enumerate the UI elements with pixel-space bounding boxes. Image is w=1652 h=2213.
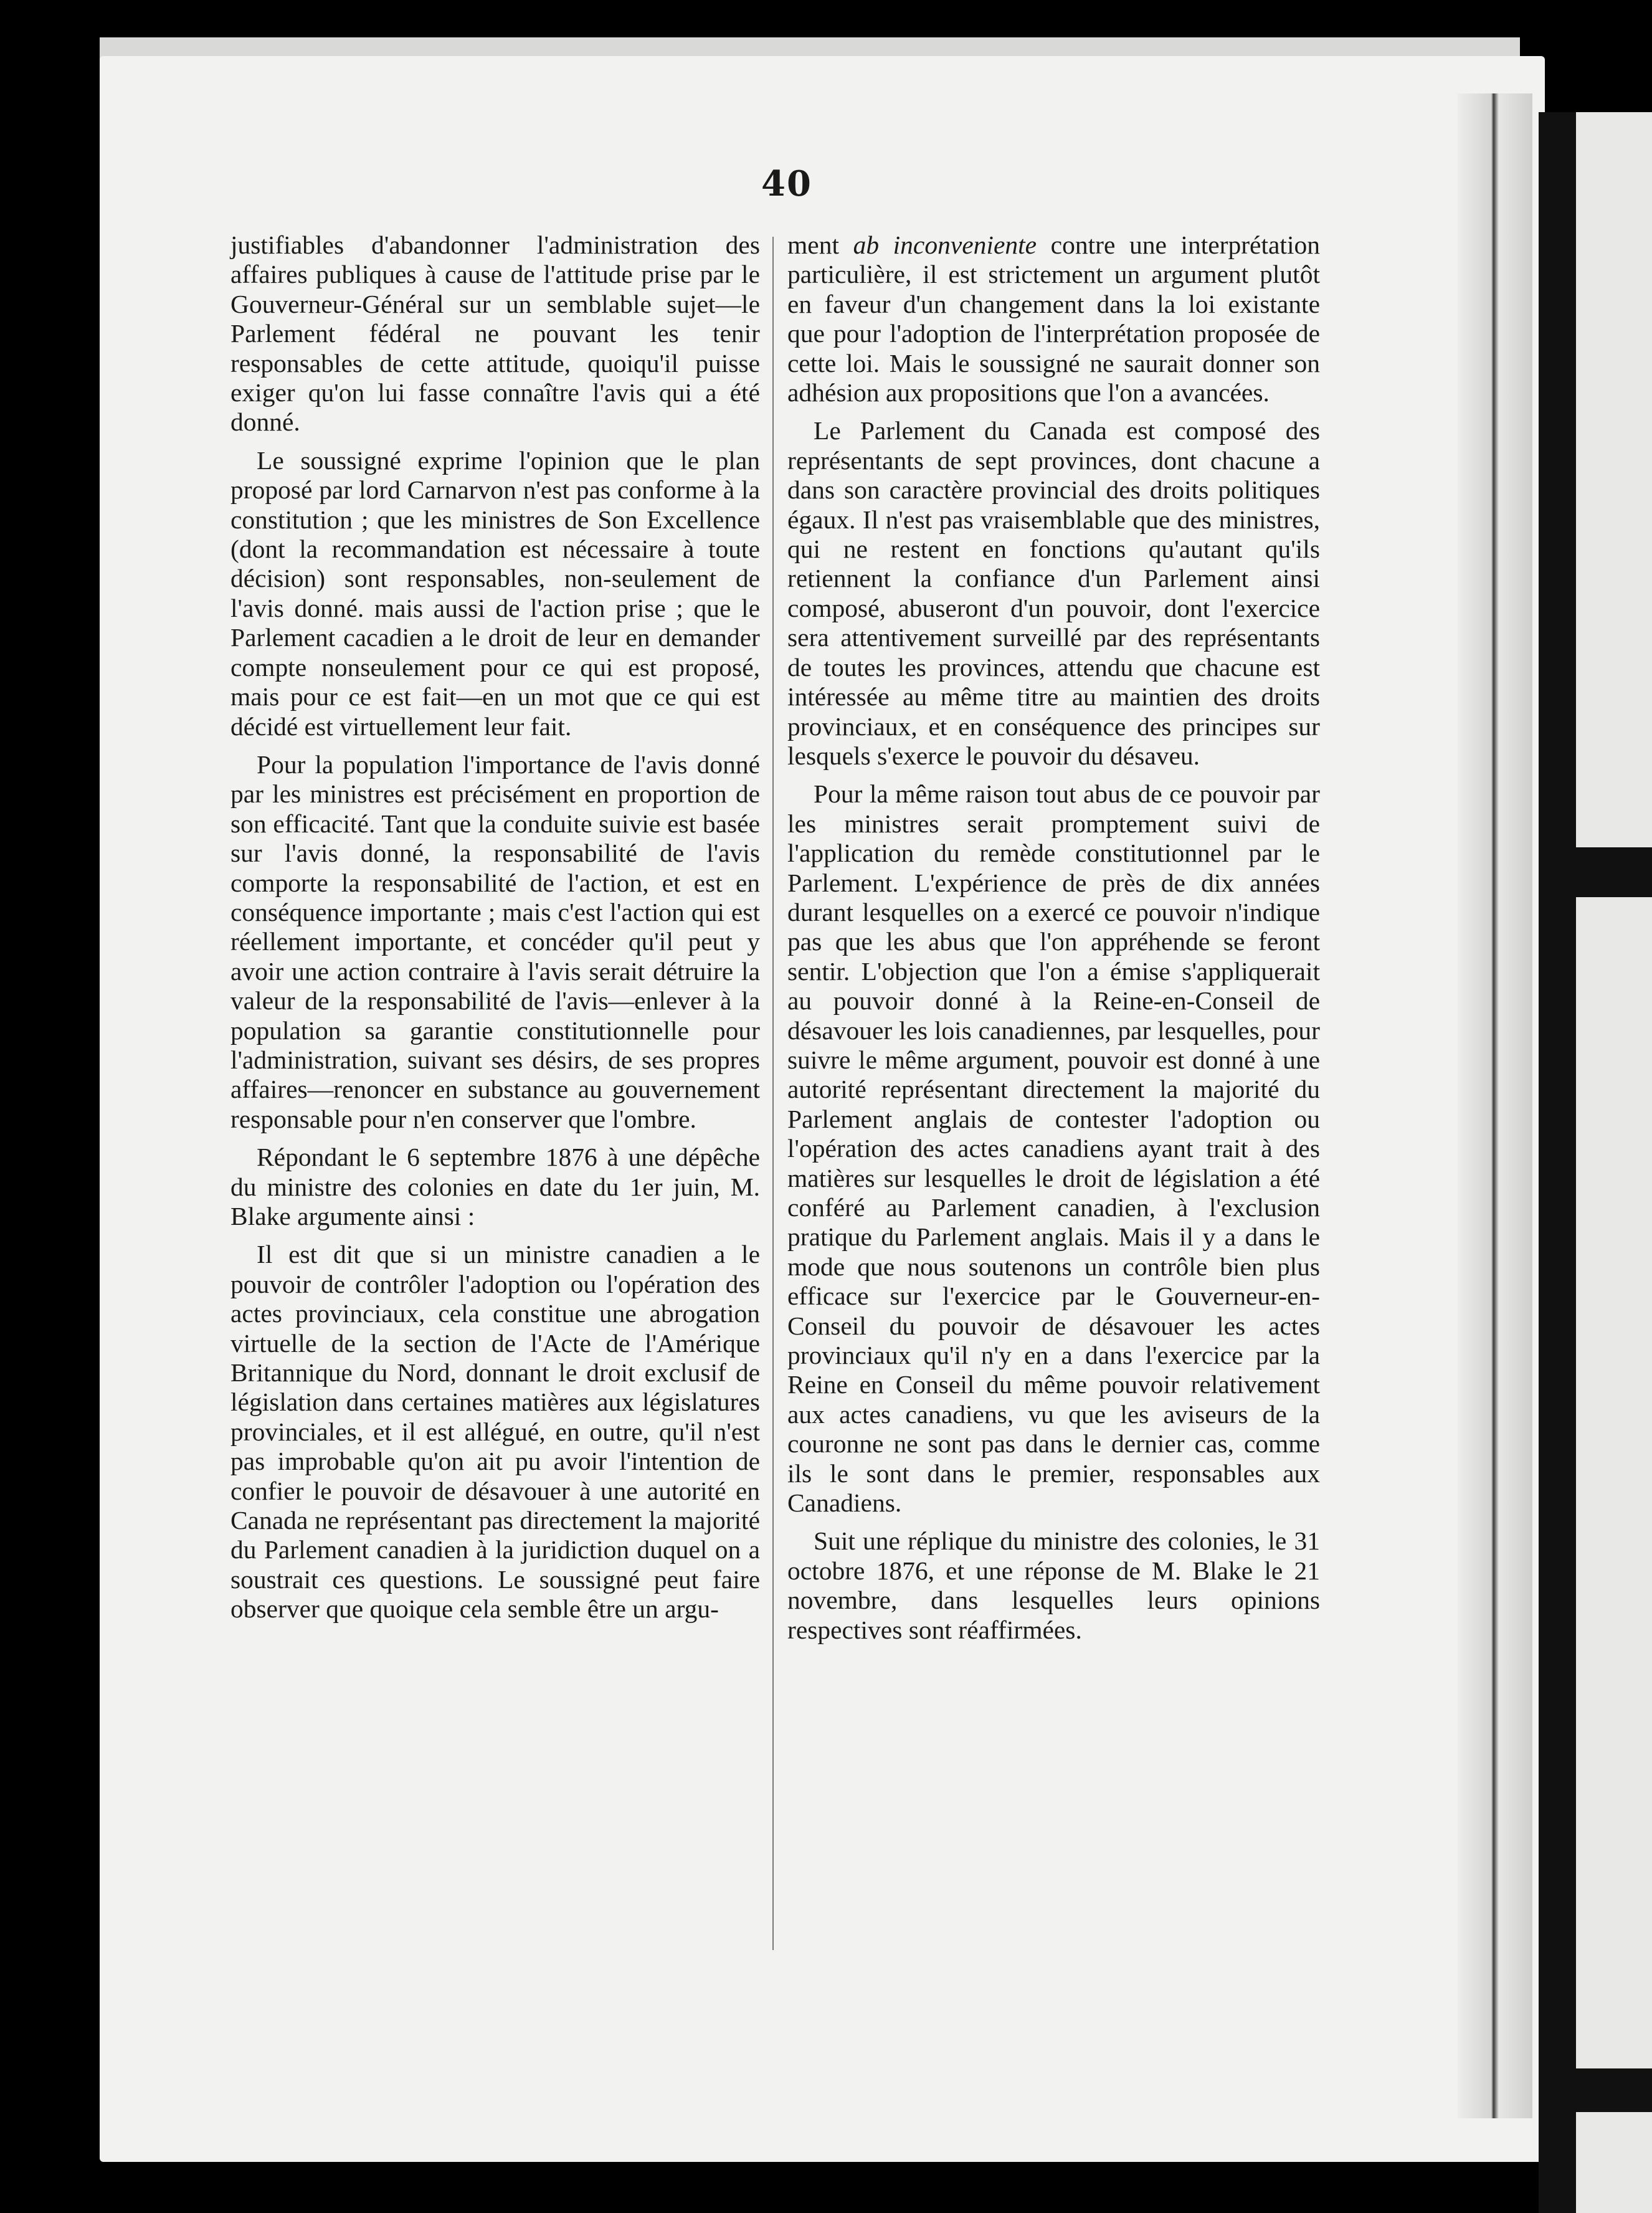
paragraph: Suit une réplique du ministre des colonies, le 31 octobre 1876, et une réponse de M. Blake le 21 novembre, dans lesquelles leurs opinions respectives sont réaffirmées. [787,1526,1320,1644]
right-column [787,231,1320,1654]
paragraph: Pour la même raison tout abus de ce pouvoir par les ministres serait promptement suivi de l'application du remède constitutionnel par le Parlement. L'expérience de près de dix années durant lesquelles on a exercé ce pouvoir n'indique pas que les abus que l'on appréhende se feront sentir. L'objection que l'on a émise s'appliquerait au pouvoir donné à la Reine-en-Conseil de désavouer les lois canadiennes, par lesquelles, pour suivre le même argument, pouvoir est donné à une autorité représentant directement la majorité du Parlement anglais de contester l'adoption ou l'opération des actes canadiens ayant trait à des matières sur lesquelles le droit de législation a été conféré au Parlement canadien, à l'exclusion pratique du Parlement anglais. Mais il y a dans le mode que nous soutenons un contrôle bien plus efficace sur l'exercice par le Gouverneur-en-Conseil du pouvoir de désavouer les actes provinciaux qu'il n'y en a dans l'exercice par la Reine en Conseil du même pouvoir relativement aux actes canadiens, vu que les aviseurs de la couronne ne sont pas dans le dernier cas, comme ils le sont dans le premier, responsables aux Canadiens. [787,779,1320,1518]
text-run: contre une interprétation particulière, il est strictement un argument plutôt en faveur d'un changement dans la loi existante que pour l'adoption de l'interprétation proposée de cette loi. Mais le soussigné ne saurait donner son adhésion aux propositions que l'on a avancées. [787,231,1320,407]
left-column [230,231,760,1633]
paragraph: justifiables d'abandonner l'administration des affaires publiques à cause de l'attitude prise par le Gouverneur-Général sur un semblable sujet—le Parlement fédéral ne pouvant les tenir responsables de cette attitude, quoiqu'il puisse exiger qu'on lui fasse connaître l'avis qui a été donné. [230,231,760,437]
paragraph: Il est dit que si un ministre canadien a le pouvoir de contrôler l'adoption ou l'opération des actes provinciaux, cela constitue une abrogation virtuelle de la section de l'Acte de l'Amérique Britannique du Nord, donnant le droit exclusif de législation dans certaines matières aux législatures provinciales, et il est allégué, en outre, qu'il n'est pas improbable qu'on ait pu avoir l'intention de confier le pouvoir de désavouer à une autorité en Canada ne représentant pas directement la majorité du Parlement canadien à la juridiction duquel on a soustrait ces questions. Le soussigné peut faire observer que quoique cela semble être un argu- [230,1240,760,1624]
paragraph: Pour la population l'importance de l'avis donné par les ministres est précisément en proportion de son efficacité. Tant que la conduite suivie est basée sur l'avis donné, la responsabilité de l'avis comporte la responsabilité de l'action, et est en conséquence importante ; mais c'est l'action qui est réellement importante, et concéder qu'il peut y avoir une action contraire à l'avis serait détruire la valeur de la responsabilité de l'avis—enlever à la population sa garantie constitutionnelle pour l'administration, suivant ses désirs, de ses propres affaires—renoncer en substance au gouvernement responsable pour n'en conserver que l'ombre. [230,750,760,1133]
paragraph [787,231,1320,407]
italic-phrase: ab inconveniente [853,231,1037,259]
paragraph: Répondant le 6 septembre 1876 à une dépêche du ministre des colonies en date du 1er juin, M. Blake argumente ainsi : [230,1143,760,1230]
paragraph: Le soussigné exprime l'opinion que le plan proposé par lord Carnarvon n'est pas conforme à la constitution ; que les ministres de Son Excellence (dont la recommandation est nécessaire à toute décision) sont responsables, non-seulement de l'avis donné. mais aussi de l'action prise ; que le Parlement cacadien a le droit de leur en demander compte nonseulement pour ce qui est proposé, mais pour ce est fait—en un mot que ce qui est décidé est virtuellement leur fait. [230,445,760,741]
facing-page-edge [1539,112,1652,2213]
paragraph: Le Parlement du Canada est composé des représentants de sept provinces, dont chacune a dans son caractère provincial des droits politiques égaux. Il n'est pas vraisemblable que des ministres, qui ne restent en fonctions qu'autant qu'ils retiennent la confiance d'un Parlement ainsi composé, abuseront d'un pouvoir, dont l'exercice sera attentivement surveillé par des représentants de toutes les provinces, attendu que chacune est intéressée au même titre au maintien des droits provinciaux, et en conséquence des principes sur lesquels s'exerce le pouvoir du désaveu. [787,416,1320,770]
text-run: ment [787,231,853,259]
page-number: 40 [761,163,812,204]
book-spine [1458,93,1532,2118]
column-divider [772,237,774,1950]
